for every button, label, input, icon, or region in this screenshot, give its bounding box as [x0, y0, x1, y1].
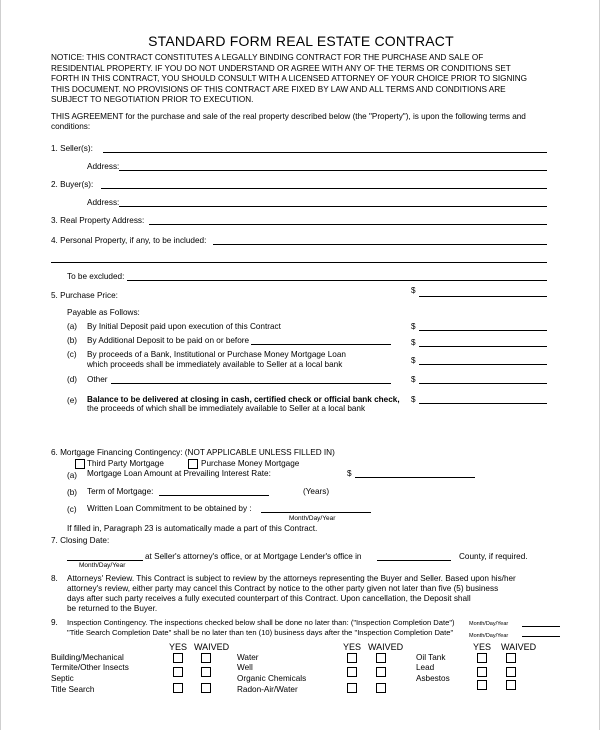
yes-header: YES: [473, 642, 492, 652]
notice-line: RESIDENTIAL PROPERTY. IF YOU DO NOT UNDERSTAND OR AGREE WITH ANY OF THE TERMS OR CONDITIONS SET: [51, 63, 511, 73]
inspection-item: Septic: [51, 674, 74, 683]
initial-deposit-field[interactable]: [419, 330, 547, 331]
inspection-item: Asbestos: [416, 674, 450, 683]
inspection-waived-checkbox[interactable]: [506, 667, 516, 677]
section-number: 9.: [51, 618, 58, 627]
dollar-sign: $: [411, 322, 416, 331]
inspection-item: Building/Mechanical: [51, 653, 124, 662]
dollar-sign: $: [347, 469, 352, 478]
attorney-review-text: be returned to the Buyer.: [67, 604, 158, 613]
purchase-money-mortgage-checkbox[interactable]: [188, 459, 198, 469]
loan-commitment-label: Written Loan Commitment to be obtained by :: [87, 504, 252, 513]
buyer-label: 2. Buyer(s):: [51, 180, 94, 189]
inspection-item: Termite/Other Insects: [51, 663, 129, 672]
inspection-yes-checkbox[interactable]: [347, 667, 357, 677]
dollar-sign: $: [411, 338, 416, 347]
additional-deposit-field[interactable]: [419, 346, 547, 347]
inspection-item: Oil Tank: [416, 653, 446, 662]
inspection-waived-checkbox[interactable]: [201, 653, 211, 663]
mortgage-contingency-label: 6. Mortgage Financing Contingency: (NOT APPLICABLE UNLESS FILLED IN): [51, 448, 335, 457]
seller-field[interactable]: [103, 152, 547, 153]
excluded-label: To be excluded:: [67, 272, 125, 281]
property-address-field[interactable]: [149, 224, 547, 225]
balance-field[interactable]: [419, 403, 547, 404]
third-party-mortgage-label: Third Party Mortgage: [87, 459, 164, 468]
item-letter: (d): [67, 375, 78, 384]
other-amount-field[interactable]: [419, 383, 547, 384]
balance-label-2: the proceeds of which shall be immediately available to Seller at a local bank: [87, 404, 366, 413]
item-letter: (b): [67, 336, 78, 345]
dollar-sign: $: [411, 375, 416, 384]
seller-address-label: Address:: [87, 162, 120, 171]
item-letter: (e): [67, 396, 78, 405]
loan-amount-label: Mortgage Loan Amount at Prevailing Interest Rate:: [87, 469, 271, 478]
date-caption: Month/Day/Year: [469, 633, 509, 639]
waived-header: WAIVED: [501, 642, 537, 652]
other-label: Other: [87, 375, 108, 384]
other-description-field[interactable]: [111, 383, 391, 384]
notice-line: FORTH IN THIS CONTRACT, YOU SHOULD CONSULT WITH A LICENSED ATTORNEY OF YOUR CHOICE PRIOR TO SIGNING: [51, 74, 528, 83]
seller-address-field[interactable]: [119, 170, 547, 171]
mortgage-term-field[interactable]: [159, 495, 269, 496]
initial-deposit-label: By Initial Deposit paid upon execution of this Contract: [87, 322, 281, 331]
mortgage-proceeds-label-2: which proceeds shall be immediately available to Seller at a local bank: [87, 360, 343, 369]
inspection-waived-checkbox[interactable]: [506, 653, 516, 663]
excluded-field[interactable]: [127, 280, 547, 281]
personal-property-field-2[interactable]: [51, 262, 547, 263]
county-label: County, if required.: [459, 552, 528, 561]
inspection-yes-checkbox[interactable]: [347, 683, 357, 693]
inspection-item: Water: [237, 653, 259, 662]
additional-deposit-label: By Additional Deposit to be paid on or before: [87, 336, 250, 345]
inspection-waived-checkbox[interactable]: [376, 653, 386, 663]
page-title: STANDARD FORM REAL ESTATE CONTRACT: [148, 33, 454, 49]
buyer-field[interactable]: [101, 188, 547, 189]
closing-office-label: at Seller's attorney's office, or at Mortgage Lender's office in: [145, 552, 362, 561]
inspection-yes-checkbox[interactable]: [477, 653, 487, 663]
dollar-sign: $: [411, 286, 416, 295]
attorney-review-text: days after such party receives a fully executed counterpart of this Contract. Upon cancellation, the Deposit shall: [67, 594, 471, 603]
item-letter: (b): [67, 488, 78, 497]
inspection-text: Inspection Contingency. The inspections checked below shall be done no later than: ("Inspection Completion Date"): [67, 618, 455, 627]
inspection-yes-checkbox[interactable]: [347, 653, 357, 663]
inspection-yes-checkbox[interactable]: [173, 683, 183, 693]
title-search-date-field[interactable]: [522, 636, 560, 637]
buyer-address-label: Address:: [87, 198, 120, 207]
purchase-price-field[interactable]: [419, 296, 547, 297]
waived-header: WAIVED: [368, 642, 404, 652]
closing-date-label: 7. Closing Date:: [51, 536, 110, 545]
inspection-waived-checkbox[interactable]: [376, 683, 386, 693]
waived-header: WAIVED: [194, 642, 230, 652]
third-party-mortgage-checkbox[interactable]: [75, 459, 85, 469]
purchase-money-mortgage-label: Purchase Money Mortgage: [201, 459, 300, 468]
item-letter: (a): [67, 322, 78, 331]
inspection-waived-checkbox[interactable]: [201, 667, 211, 677]
payable-label: Payable as Follows:: [67, 308, 140, 317]
inspection-item: Lead: [416, 663, 435, 672]
closing-county-field[interactable]: [377, 560, 451, 561]
inspection-item: Radon-Air/Water: [237, 685, 298, 694]
personal-property-field[interactable]: [213, 244, 547, 245]
additional-deposit-date-field[interactable]: [251, 344, 391, 345]
title-search-text: "Title Search Completion Date" shall be no later than ten (10) business days after the "Inspection Completion Date": [67, 628, 454, 637]
attorney-review-text: Attorneys' Review. This Contract is subject to review by the attorneys representing the Buyer and Seller. Based upon his/her: [67, 574, 516, 583]
balance-label: Balance to be delivered at closing in cash, certified check or official bank check,: [87, 395, 400, 404]
attorney-review-text: attorney's review, either party may cancel this Contract by notice to the other party given not later than five (5) business: [67, 584, 499, 593]
notice-line: SUBJECT TO NEGOTIATION PRIOR TO EXECUTION.: [51, 95, 254, 104]
closing-date-field[interactable]: [67, 560, 143, 561]
item-letter: (c): [67, 350, 77, 359]
inspection-yes-checkbox[interactable]: [477, 667, 487, 677]
buyer-address-field[interactable]: [119, 206, 547, 207]
inspection-date-field[interactable]: [522, 626, 560, 627]
date-caption: Month/Day/Year: [289, 515, 336, 522]
item-letter: (c): [67, 505, 77, 514]
yes-header: YES: [343, 642, 362, 652]
loan-amount-field[interactable]: [355, 477, 475, 478]
notice-line: NOTICE: THIS CONTRACT CONSTITUTES A LEGALLY BINDING CONTRACT FOR THE PURCHASE AND SALE OF: [51, 53, 484, 62]
personal-property-label: 4. Personal Property, if any, to be included:: [51, 236, 207, 245]
inspection-waived-checkbox[interactable]: [376, 667, 386, 677]
inspection-yes-checkbox[interactable]: [173, 653, 183, 663]
item-letter: (a): [67, 471, 78, 480]
mortgage-proceeds-label: By proceeds of a Bank, Institutional or Purchase Money Mortgage Loan: [87, 350, 346, 359]
date-caption: Month/Day/Year: [469, 621, 509, 627]
inspection-yes-checkbox[interactable]: [477, 680, 487, 690]
paragraph-note: If filled in, Paragraph 23 is automatically made a part of this Contract.: [67, 524, 318, 533]
purchase-price-label: 5. Purchase Price:: [51, 291, 118, 300]
yes-header: YES: [169, 642, 188, 652]
inspection-item: Well: [237, 663, 253, 672]
loan-commitment-date-field[interactable]: [261, 512, 371, 513]
mortgage-term-label: Term of Mortgage:: [87, 487, 154, 496]
section-number: 8.: [51, 574, 58, 583]
agreement-text: conditions:: [51, 122, 91, 131]
inspection-waived-checkbox[interactable]: [201, 683, 211, 693]
mortgage-proceeds-field[interactable]: [419, 364, 547, 365]
date-caption: Month/Day/Year: [79, 562, 126, 569]
seller-label: 1. Seller(s):: [51, 144, 93, 153]
property-address-label: 3. Real Property Address:: [51, 216, 145, 225]
dollar-sign: $: [411, 356, 416, 365]
notice-line: THIS DOCUMENT. NO PROVISIONS OF THIS CONTRACT ARE FIXED BY LAW AND ALL TERMS AND CONDITIONS ARE: [51, 84, 506, 94]
inspection-yes-checkbox[interactable]: [173, 667, 183, 677]
inspection-item: Title Search: [51, 685, 95, 694]
inspection-item: Organic Chemicals: [237, 674, 307, 683]
years-label: (Years): [303, 487, 330, 496]
inspection-waived-checkbox[interactable]: [506, 680, 516, 690]
agreement-text: THIS AGREEMENT for the purchase and sale of the real property described below (the "Property"), is upon the following terms and: [51, 112, 526, 121]
dollar-sign: $: [411, 395, 416, 404]
